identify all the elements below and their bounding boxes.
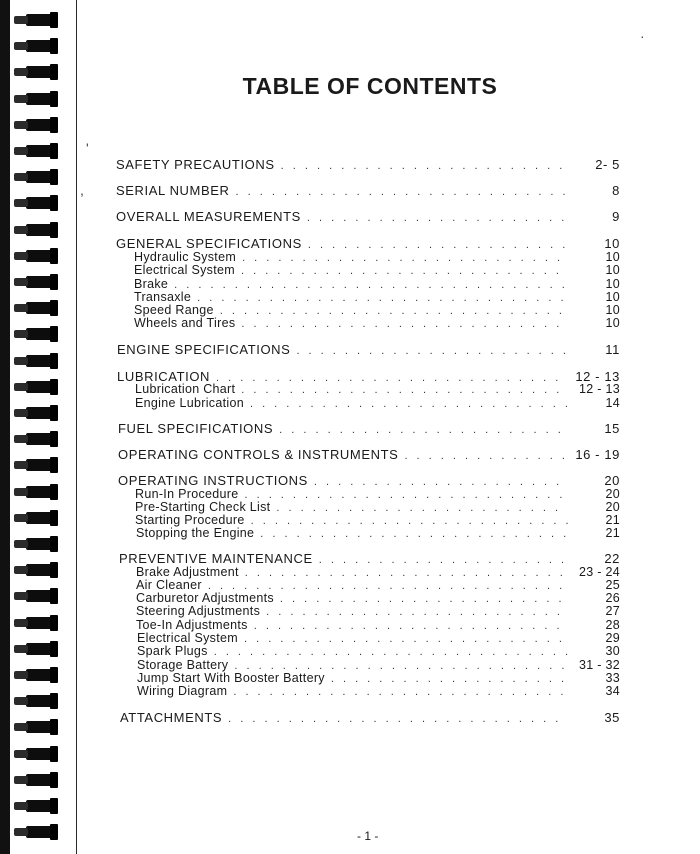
toc-label: Hydraulic System <box>134 250 237 264</box>
binding-ring <box>26 14 56 26</box>
toc-entry-electrical-system-2 <box>137 631 620 645</box>
toc-page: 10 <box>605 303 620 317</box>
toc-label: Stopping the Engine <box>136 526 255 540</box>
toc-entry-preventive-maintenance <box>119 551 620 566</box>
binding-ring <box>26 512 56 524</box>
toc-entry-pre-starting-check-list <box>135 500 620 514</box>
toc-label: OPERATING INSTRUCTIONS <box>118 473 308 488</box>
binding-ring <box>26 433 56 445</box>
dot-leader <box>250 398 568 410</box>
dot-leader <box>241 384 568 396</box>
toc-label: ATTACHMENTS <box>120 710 223 725</box>
binding-ring <box>26 250 56 262</box>
page-title: TABLE OF CONTENTS <box>242 73 498 99</box>
binding-ring <box>26 302 56 314</box>
toc-page: 21 <box>605 526 620 540</box>
toc-label: Pre-Starting Check List <box>135 500 271 514</box>
toc-entry-steering-adjustments <box>136 604 620 618</box>
binding-ring <box>26 145 56 157</box>
toc-label: ENGINE SPECIFICATIONS <box>117 342 291 357</box>
toc-label: Toe-In Adjustments <box>136 618 248 632</box>
toc-entry-wheels-and-tires <box>134 316 620 330</box>
pencil-mark: ' <box>86 140 89 156</box>
toc-page: 30 <box>605 644 620 658</box>
toc-entry-operating-controls <box>118 447 620 462</box>
toc-entry-engine-lubrication <box>135 396 620 410</box>
dot-leader <box>404 450 568 462</box>
toc-page: 29 <box>605 631 620 645</box>
dot-leader <box>296 345 568 357</box>
toc-page: 9 <box>612 209 620 224</box>
binding-ring <box>26 407 56 419</box>
binding-ring <box>26 721 56 733</box>
binding-ring <box>26 590 56 602</box>
toc-page: 15 <box>604 421 620 436</box>
toc-label: Transaxle <box>134 290 192 304</box>
dot-leader <box>241 265 568 277</box>
toc-page: 10 <box>605 250 620 264</box>
toc-entry-starting-procedure <box>135 513 620 527</box>
dot-leader <box>228 713 568 725</box>
toc-page: 20 <box>605 500 620 514</box>
toc-label: Electrical System <box>137 631 238 645</box>
binding-ring <box>26 800 56 812</box>
toc-label: Air Cleaner <box>136 578 202 592</box>
binding-ring <box>26 538 56 550</box>
toc-entry-electrical-system <box>134 263 620 277</box>
toc-page: 10 <box>605 277 620 291</box>
toc-page: 35 <box>604 710 620 725</box>
toc-page: 20 <box>604 473 620 488</box>
toc-label: OVERALL MEASUREMENTS <box>116 209 301 224</box>
binding-ring <box>26 197 56 209</box>
toc-page: 26 <box>605 591 620 605</box>
dot-leader <box>307 212 568 224</box>
dot-leader <box>281 160 568 172</box>
toc-entry-toe-in-adjustments <box>136 618 620 632</box>
toc-entry-run-in-procedure <box>135 487 620 501</box>
toc-entry-serial-number <box>116 183 620 198</box>
binding-ring <box>26 459 56 471</box>
toc-label: Wiring Diagram <box>137 684 228 698</box>
binding-ring <box>26 355 56 367</box>
binding-ring <box>26 119 56 131</box>
toc-label: Engine Lubrication <box>135 396 244 410</box>
toc-label: Lubrication Chart <box>135 382 236 396</box>
toc-label: Wheels and Tires <box>134 316 236 330</box>
toc-label: Carburetor Adjustments <box>136 591 274 605</box>
toc-label: Storage Battery <box>137 658 229 672</box>
toc-page: 20 <box>605 487 620 501</box>
toc-label: GENERAL SPECIFICATIONS <box>116 236 302 251</box>
toc-label: SERIAL NUMBER <box>116 183 230 198</box>
toc-page: 10 <box>604 236 620 251</box>
binding-ring <box>26 669 56 681</box>
toc-page: 28 <box>605 618 620 632</box>
toc-label: Brake Adjustment <box>136 565 239 579</box>
toc-label: FUEL SPECIFICATIONS <box>118 421 274 436</box>
binding-ring <box>26 328 56 340</box>
toc-page: 14 <box>605 396 620 410</box>
toc-page: 10 <box>605 290 620 304</box>
toc-label: Brake <box>134 277 169 291</box>
dot-leader <box>214 646 568 658</box>
dot-leader <box>260 528 568 540</box>
toc-page: 12 - 13 <box>578 382 620 396</box>
toc-page: 11 <box>605 342 620 357</box>
toc-label: LUBRICATION <box>117 369 211 384</box>
binding-ring <box>26 564 56 576</box>
toc-entry-wiring-diagram <box>137 684 620 698</box>
toc-page: 8 <box>612 183 620 198</box>
binding-ring <box>26 748 56 760</box>
toc-entry-speed-range <box>134 303 620 317</box>
toc-label: Steering Adjustments <box>136 604 261 618</box>
dot-leader <box>266 606 568 618</box>
toc-entry-engine-specifications <box>117 342 620 357</box>
binding-ring <box>26 276 56 288</box>
toc-label: Jump Start With Booster Battery <box>137 671 325 685</box>
binding-ring <box>26 643 56 655</box>
toc-entry-brake-adjustment <box>136 565 620 579</box>
toc-entry-stopping-the-engine <box>136 526 620 540</box>
toc-entry-safety-precautions <box>116 157 620 172</box>
toc-label: Starting Procedure <box>135 513 245 527</box>
toc-label: Electrical System <box>134 263 235 277</box>
toc-label: Spark Plugs <box>137 644 208 658</box>
page-number: - 1 - <box>357 829 379 843</box>
binding-ring <box>26 40 56 52</box>
toc-label: OPERATING CONTROLS & INSTRUMENTS <box>118 447 399 462</box>
binding-ring <box>26 381 56 393</box>
toc-entry-storage-battery <box>137 658 620 672</box>
binding-ring <box>26 695 56 707</box>
toc-entry-spark-plugs <box>137 644 620 658</box>
toc-page: 22 <box>604 551 620 566</box>
toc-page: 34 <box>605 684 620 698</box>
page-edge-line <box>76 0 77 854</box>
pencil-mark: , <box>80 182 84 198</box>
binding-ring <box>26 171 56 183</box>
pencil-mark: · <box>640 28 645 44</box>
dot-leader <box>233 686 568 698</box>
toc-entry-jump-start <box>137 671 620 685</box>
toc-entry-overall-measurements <box>116 209 620 224</box>
toc-entry-fuel-specifications <box>118 421 620 436</box>
binding-ring <box>26 774 56 786</box>
toc-page: 27 <box>605 604 620 618</box>
binding-ring <box>26 826 56 838</box>
toc-entry-air-cleaner <box>136 578 620 592</box>
toc-page: 23 - 24 <box>578 565 620 579</box>
toc-entry-attachments <box>120 710 620 725</box>
binding-ring <box>26 224 56 236</box>
toc-entry-brake <box>134 277 620 291</box>
toc-page: 16 - 19 <box>575 447 620 462</box>
toc-label: Speed Range <box>134 303 214 317</box>
toc-page: 31 - 32 <box>578 658 620 672</box>
toc-label: SAFETY PRECAUTIONS <box>116 157 275 172</box>
spiral-binding <box>0 0 80 854</box>
dot-leader <box>241 318 568 330</box>
toc-entry-carburetor-adjustments <box>136 591 620 605</box>
toc-entry-lubrication-chart <box>135 382 620 396</box>
toc-entry-general-specifications <box>116 236 620 251</box>
binding-ring <box>26 617 56 629</box>
toc-page: 12 - 13 <box>575 369 620 384</box>
toc-page: 21 <box>605 513 620 527</box>
toc-label: Run-In Procedure <box>135 487 239 501</box>
toc-page: 10 <box>605 263 620 277</box>
binding-spine <box>0 0 10 854</box>
toc-entry-hydraulic-system <box>134 250 620 264</box>
toc-page: 33 <box>605 671 620 685</box>
toc-label: PREVENTIVE MAINTENANCE <box>119 551 313 566</box>
toc-page: 10 <box>605 316 620 330</box>
toc-entry-operating-instructions <box>118 473 620 488</box>
toc-page: 25 <box>605 578 620 592</box>
dot-leader <box>279 424 568 436</box>
toc-page: 2- 5 <box>595 157 620 172</box>
toc-entry-transaxle <box>134 290 620 304</box>
dot-leader <box>236 186 568 198</box>
binding-ring <box>26 486 56 498</box>
